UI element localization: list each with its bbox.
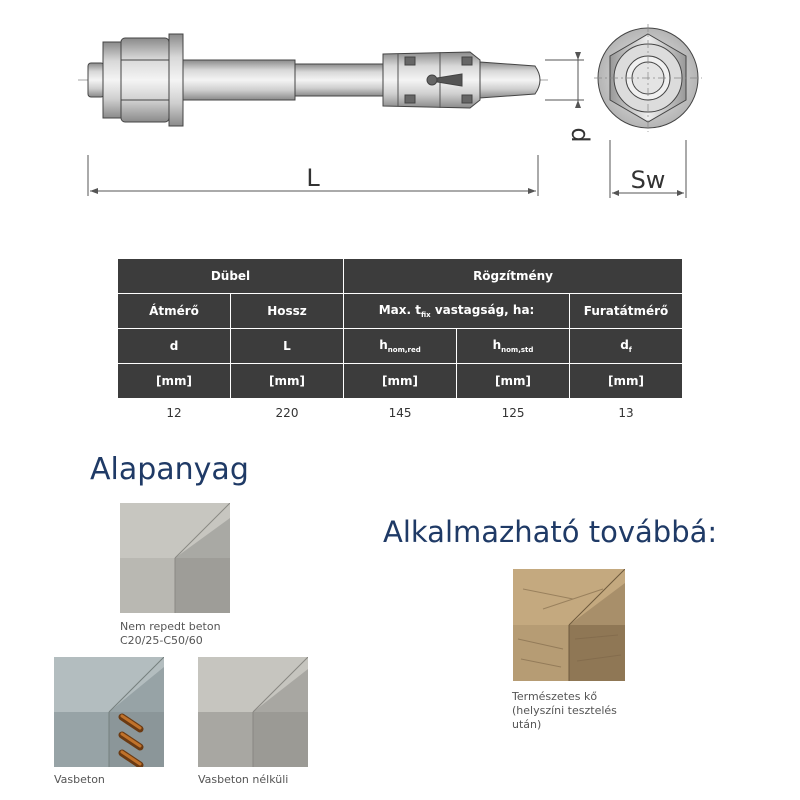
group-header-dubel: Dübel	[118, 259, 344, 294]
caption-line: C20/25-C50/60	[120, 634, 203, 647]
table-header-row	[118, 294, 683, 329]
unit-cell: [mm]	[118, 364, 231, 399]
symbol-d: d	[118, 329, 231, 364]
table-group-header-row	[118, 259, 683, 294]
natural-stone-tile-image	[513, 569, 625, 681]
dim-Sw-label: Sw	[630, 166, 666, 194]
natural-stone-caption	[512, 690, 617, 732]
reinforced-concrete-caption: Vasbeton	[54, 773, 105, 786]
unit-cell: [mm]	[570, 364, 683, 399]
value-cell: 125	[501, 406, 525, 420]
anchor-technical-drawing	[0, 0, 800, 215]
value-cell: 13	[618, 406, 634, 420]
symbol-h-nom-std: $h_{nom,std}$	[457, 329, 570, 364]
unit-cell: [mm]	[231, 364, 344, 399]
anchor-end-view	[594, 24, 702, 132]
spec-table	[117, 258, 683, 427]
header-atmero: Átmérő	[118, 294, 231, 329]
header-fix-sub: fix	[420, 311, 431, 319]
anchor-side-view	[88, 34, 540, 126]
unit-cell: [mm]	[457, 364, 570, 399]
value-cell: 12	[166, 406, 182, 420]
concrete-caption	[120, 620, 221, 648]
also-applicable-title: Alkalmazható továbbá:	[383, 515, 718, 549]
dim-L-label: L	[306, 164, 320, 192]
dimension-Sw	[610, 140, 686, 198]
caption-line: után)	[512, 718, 542, 731]
value-cell: 145	[388, 406, 412, 420]
header-hossz: Hossz	[231, 294, 344, 329]
group-header-rogzitmeny: Rögzítmény	[344, 259, 683, 294]
symbol-h-nom-red: $h_{nom,red}$	[344, 329, 457, 364]
table-unit-row	[118, 364, 683, 399]
header-vastagsag-text: vastagság, ha:	[430, 303, 535, 317]
table-symbol-row	[118, 329, 683, 364]
table-row	[118, 399, 683, 428]
header-max-tfix	[344, 294, 570, 329]
caption-line: Természetes kő	[512, 690, 598, 703]
plain-concrete-caption: Vasbeton nélküli	[198, 773, 289, 786]
reinforced-concrete-tile-image	[54, 657, 164, 767]
dim-d-label: d	[566, 127, 594, 143]
value-cell: 220	[275, 406, 299, 420]
unit-cell: [mm]	[344, 364, 457, 399]
header-furatatmero: Furatátmérő	[570, 294, 683, 329]
caption-line: Nem repedt beton	[120, 620, 221, 633]
materials-title: Alapanyag	[90, 452, 249, 487]
concrete-tile-image	[120, 503, 230, 613]
plain-concrete-tile-image	[198, 657, 308, 767]
caption-line: (helyszíni tesztelés	[512, 704, 617, 717]
dimension-L	[88, 155, 538, 196]
dimension-d	[545, 52, 594, 143]
header-max-t-text: Max. t	[378, 303, 421, 317]
symbol-L: L	[231, 329, 344, 364]
symbol-df: $d_f$	[570, 329, 683, 364]
